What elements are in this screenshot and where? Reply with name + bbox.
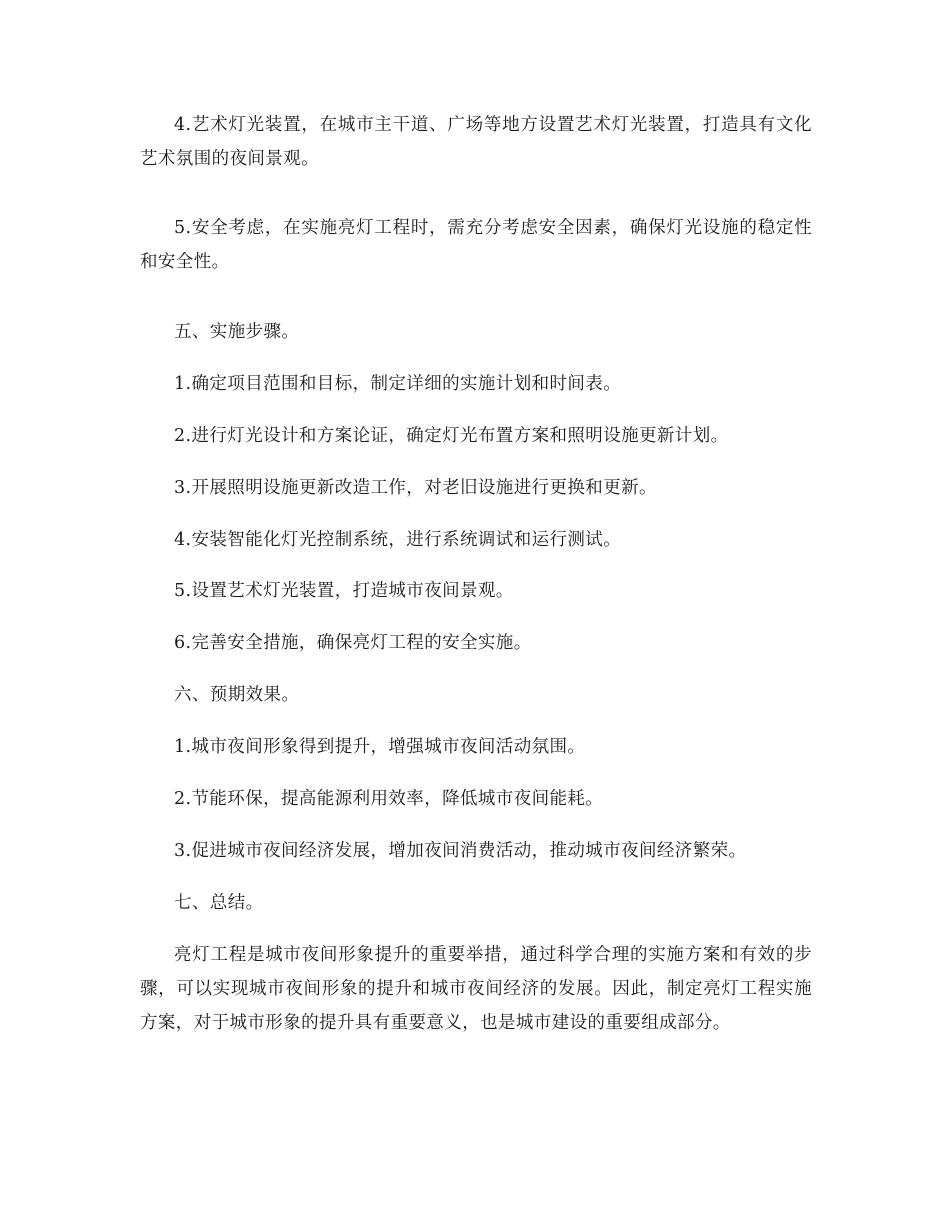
list-item-step-2: 2.进行灯光设计和方案论证，确定灯光布置方案和照明设施更新计划。	[174, 426, 729, 446]
heading-expected-effects: 六、预期效果。	[174, 685, 300, 705]
list-item-step-6: 6.完善安全措施，确保亮灯工程的安全实施。	[174, 633, 532, 653]
paragraph-art-lighting: 4.艺术灯光装置，在城市主干道、广场等地方设置艺术灯光装置，打造具有文化艺术氛围的夜间景观。	[140, 115, 812, 169]
list-item-effect-3: 3.促进城市夜间经济发展，增加夜间消费活动，推动城市夜间经济繁荣。	[174, 841, 747, 861]
list-item-step-1: 1.确定项目范围和目标，制定详细的实施计划和时间表。	[174, 374, 622, 394]
paragraph-safety: 5.安全考虑，在实施亮灯工程时，需充分考虑安全因素，确保灯光设施的稳定性和安全性。	[140, 218, 812, 272]
heading-summary: 七、总结。	[174, 893, 264, 913]
list-item-step-5: 5.设置艺术灯光装置，打造城市夜间景观。	[174, 581, 514, 601]
list-item-effect-2: 2.节能环保，提高能源利用效率，降低城市夜间能耗。	[174, 789, 604, 809]
list-item-effect-1: 1.城市夜间形象得到提升，增强城市夜间活动氛围。	[174, 737, 586, 757]
paragraph-summary: 亮灯工程是城市夜间形象提升的重要举措，通过科学合理的实施方案和有效的步骤，可以实现城市夜间形象的提升和城市夜间经济的发展。因此，制定亮灯工程实施方案，对于城市形象的提升具有重要意义，也是城市建设的重要组成部分。	[140, 945, 812, 1033]
list-item-step-4: 4.安装智能化灯光控制系统，进行系统调试和运行测试。	[174, 530, 622, 550]
list-item-step-3: 3.开展照明设施更新改造工作，对老旧设施进行更换和更新。	[174, 478, 657, 498]
heading-implementation-steps: 五、实施步骤。	[174, 322, 300, 342]
